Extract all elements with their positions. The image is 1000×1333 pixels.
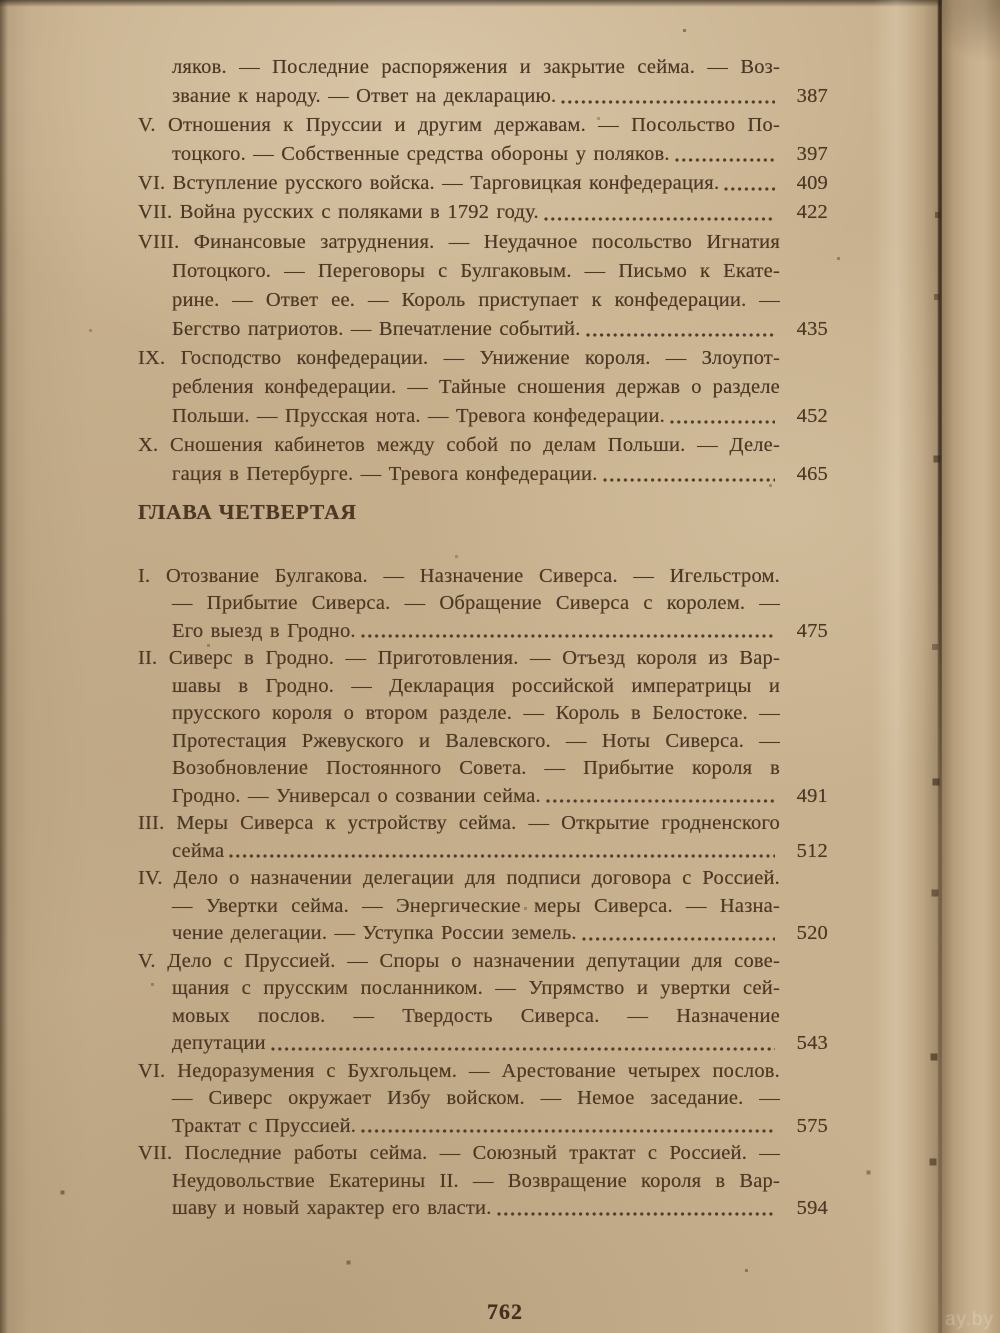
toc-line-text: Неудовольствие Екатерины II. — Возвращение короля в Вар- [172, 1169, 780, 1192]
photo-left-edge-shadow [0, 0, 8, 1333]
dot-leader [544, 216, 775, 222]
toc-line [138, 286, 828, 315]
toc-line [138, 618, 828, 646]
toc-line [138, 865, 828, 893]
toc-line-text: Бегство патриотов. — Впечатление событий. [172, 317, 581, 340]
toc-line-text: звание к народу. — Ответ на декларацию. [172, 85, 557, 108]
toc-line [138, 53, 828, 82]
toc-line-text: прусского короля о втором разделе. — Король в Белостоке. — [172, 702, 780, 725]
toc-line-text: I. Отозвание Булгакова. — Назначение Сиверса. — Игельстром. [138, 564, 780, 587]
toc-line-text: — Прибытие Сиверса. — Обращение Сиверса с королем. — [172, 592, 780, 615]
toc-line [138, 920, 828, 948]
toc-line [138, 563, 828, 591]
toc-line-text: Его выезд в Гродно. [172, 619, 356, 642]
toc-line [138, 460, 828, 489]
toc-line-page: 575 [796, 1114, 828, 1137]
toc-line-text: щания с прусским посланником. — Упрямство и увертки сей- [172, 977, 780, 1000]
toc-line [138, 975, 828, 1003]
toc-line-text: VII. Война русских с поляками в 1792 году. [138, 201, 539, 224]
page-number: 762 [487, 1299, 523, 1324]
toc-line-page: 475 [796, 619, 828, 642]
toc-line [138, 893, 828, 921]
toc-chapter4-lines [138, 563, 828, 1223]
toc-line [138, 810, 828, 838]
toc-line [138, 1168, 828, 1196]
toc-line-text: V. Дело с Пруссией. — Споры о назначении депутации для сове- [138, 949, 780, 972]
toc-line-text: гация в Петербурге. — Тревога конфедерации. [172, 463, 598, 486]
toc-line [138, 1140, 828, 1168]
toc-line [138, 373, 828, 402]
toc-line-text: рине. — Ответ ее. — Король приступает к конфедерации. — [172, 288, 780, 311]
toc-line-text: VII. Последние работы сейма. — Союзный трактат с Россией. — [138, 1142, 780, 1165]
toc-line-text: мовых послов. — Твердость Сиверса. — Назначение [172, 1004, 780, 1027]
toc-line-text: Протестация Ржевуского и Валевского. — Ноты Сиверса. — [172, 729, 780, 752]
toc-line [138, 590, 828, 618]
table-of-contents [138, 53, 828, 1223]
toc-line [138, 198, 828, 227]
paper-speckles [0, 0, 1, 1]
book-gutter-shadow [872, 0, 942, 1333]
toc-line-text: V. Отношения к Пруссии и другим державам. — Посольство По- [138, 114, 780, 137]
toc-line-text: VI. Вступление русского войска. — Тарговицкая конфедерация. [138, 172, 720, 195]
toc-line-text: IV. Дело о назначении делегации для подписи договора с Россией. [138, 867, 780, 890]
dot-leader [271, 1046, 775, 1052]
toc-line [138, 169, 828, 198]
toc-line-page: 512 [796, 839, 828, 862]
toc-line-text: ребления конфедерации. — Тайные сношения держав о разделе [172, 376, 780, 399]
photo-watermark: ay.by [944, 1309, 994, 1330]
toc-line [138, 431, 828, 460]
toc-line-page: 409 [796, 172, 828, 195]
toc-line-text: Возобновление Постоянного Совета. — Прибытие короля в [172, 757, 780, 780]
toc-line-text: Потоцкого. — Переговоры с Булгаковым. — Письмо к Екате- [172, 259, 780, 282]
toc-line [138, 402, 828, 431]
toc-line-page: 594 [796, 1197, 828, 1220]
toc-line-text: тоцкого. — Собственные средства обороны у поляков. [172, 143, 670, 166]
toc-line-text: депутации [172, 1032, 266, 1055]
dot-leader [586, 332, 775, 338]
toc-line [138, 257, 828, 286]
toc-line [138, 948, 828, 976]
toc-line-text: Гродно. — Универсал о созвании сейма. [172, 784, 541, 807]
toc-line [138, 344, 828, 373]
toc-line [138, 1058, 828, 1086]
toc-line-page: 387 [796, 85, 828, 108]
toc-line-text: IX. Господство конфедерации. — Унижение короля. — Злоупот- [138, 346, 780, 369]
toc-line-page: 520 [796, 922, 828, 945]
dot-leader [497, 1211, 775, 1217]
toc-line-text: — Увертки сейма. — Энергические меры Сиверса. — Назна- [172, 894, 780, 917]
photo-top-edge-shadow [0, 0, 1000, 7]
toc-chapter3-lines [138, 53, 828, 489]
toc-line-text: — Сиверс окружает Избу войском. — Немое заседание. — [172, 1087, 780, 1110]
toc-line-text: X. Сношения кабинетов между собой по делам Польши. — Деле- [138, 434, 780, 457]
dot-leader [361, 1128, 775, 1134]
toc-line-text: VIII. Финансовые затруднения. — Неудачное посольство Игнатия [138, 230, 780, 253]
dot-leader [546, 798, 775, 804]
toc-line [138, 783, 828, 811]
chapter-heading: ГЛАВА ЧЕТВЕРТАЯ [138, 500, 357, 525]
toc-line-page: 491 [796, 784, 828, 807]
toc-line [138, 1003, 828, 1031]
toc-line-page: 435 [796, 317, 828, 340]
adjacent-page-edge [942, 0, 1000, 1333]
toc-line-page: 397 [796, 143, 828, 166]
toc-line-text: VI. Недоразумения с Бухгольцем. — Арестование четырех послов. [138, 1059, 780, 1082]
toc-line [138, 82, 828, 111]
toc-line [138, 838, 828, 866]
toc-line-text: II. Сиверс в Гродно. — Приготовления. — Отъезд короля из Вар- [138, 647, 780, 670]
toc-line [138, 673, 828, 701]
toc-line-text: III. Меры Сиверса к устройству сейма. — Открытие гродненского [138, 812, 780, 835]
toc-line [138, 228, 828, 257]
dot-leader [724, 186, 775, 192]
dot-leader [361, 633, 775, 639]
toc-line [138, 755, 828, 783]
toc-line [138, 1113, 828, 1141]
toc-line-page: 452 [796, 405, 828, 428]
dot-leader [582, 936, 775, 942]
toc-line-text: шавы в Гродно. — Декларация российской императрицы и [172, 674, 780, 697]
toc-line-text: Трактат с Пруссией. [172, 1114, 357, 1137]
toc-line [138, 700, 828, 728]
toc-line-text: сейма [172, 839, 225, 862]
toc-line [138, 111, 828, 140]
toc-line-text: ляков. — Последние распоряжения и закрытие сейма. — Воз- [172, 56, 780, 78]
toc-line-page: 465 [796, 463, 828, 486]
toc-line-text: чение делегации. — Уступка России земель. [172, 922, 577, 945]
toc-line-page: 543 [796, 1032, 828, 1055]
toc-line [138, 728, 828, 756]
toc-line [138, 140, 828, 169]
toc-line-text: шаву и новый характер его власти. [172, 1197, 492, 1220]
dot-leader [603, 477, 775, 483]
toc-line-text: Польши. — Прусская нота. — Тревога конфедерации. [172, 405, 665, 428]
dot-leader [229, 853, 775, 859]
toc-line [138, 645, 828, 673]
dot-leader [561, 99, 775, 105]
toc-line [138, 1030, 828, 1058]
toc-line-page: 422 [796, 201, 828, 224]
dot-leader [675, 157, 775, 163]
toc-line [138, 1085, 828, 1113]
toc-line [138, 315, 828, 344]
toc-line [138, 1195, 828, 1223]
dot-leader [670, 419, 775, 425]
